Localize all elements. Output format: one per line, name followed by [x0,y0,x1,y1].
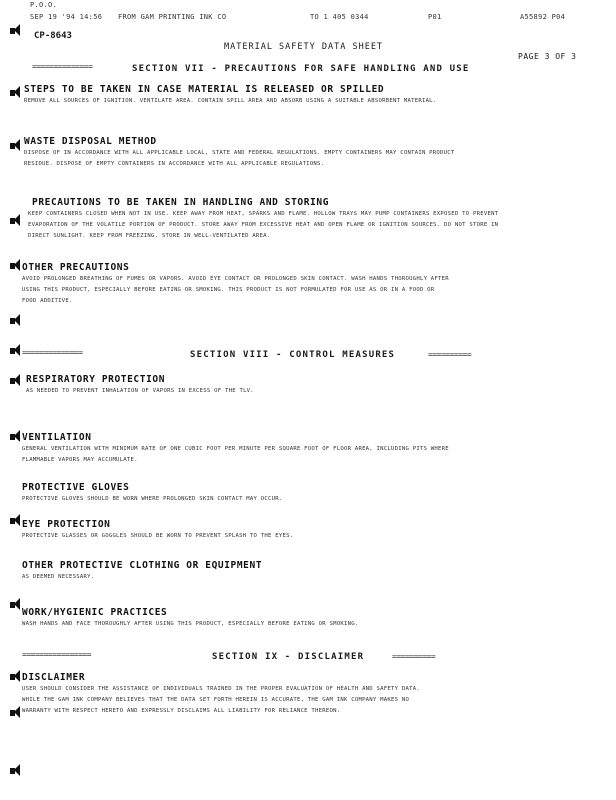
gloves-text: PROTECTIVE GLOVES SHOULD BE WORN WHERE PROLONGED SKIN CONTACT MAY OCCUR. [22,496,283,502]
fax-date: SEP 19 '94 14:56 [30,13,103,21]
handling-text-2: EVAPORATION OF THE VOLATILE PORTION OF PRODUCT. STORE AWAY FROM EXCESSIVE HEAT AND OPEN FLAME OR IGNITION SOURCES. DO NOT STORE IN [28,222,499,228]
other-precautions-text-2: USING THIS PRODUCT, ESPECIALLY BEFORE EATING OR SMOKING. THIS PRODUCT IS NOT FORMULATED FOR USE AS OR IN A FOOD OR [22,287,435,293]
eye-protection-text: PROTECTIVE GLASSES OR GOGGLES SHOULD BE WORN TO PREVENT SPLASH TO THE EYES. [22,533,294,539]
section-7-title: SECTION VII - PRECAUTIONS FOR SAFE HANDLING AND USE [132,64,470,74]
other-precautions-heading: OTHER PRECAUTIONS [22,262,130,273]
disclaimer-text-3: WARRANTY WITH RESPECT HERETO AND EXPRESSLY DISCLAIMS ALL LIABILITY FOR RELIANCE THEREON. [22,708,341,714]
page-number: PAGE 3 OF 3 [518,52,577,61]
fax-phone: TO 1 405 0344 [310,13,369,21]
other-protective-text: AS DEEMED NECESSARY. [22,574,95,580]
disclaimer-text-1: USER SHOULD CONSIDER THE ASSISTANCE OF INDIVIDUALS TRAINED IN THE PROPER EVALUATION OF HEALTH AND SAFETY DATA. [22,686,420,692]
section-9-title: SECTION IX - DISCLAIMER [212,652,365,662]
gloves-heading: PROTECTIVE GLOVES [22,482,130,493]
other-precautions-text-3: FOOD ADDITIVE. [22,298,73,304]
hygiene-text: WASH HANDS AND FACE THOROUGHLY AFTER USING THIS PRODUCT, ESPECIALLY BEFORE EATING OR SMOKING. [22,621,359,627]
other-precautions-text-1: AVOID PROLONGED BREATHING OF FUMES OR VAPORS. AVOID EYE CONTACT OR PROLONGED SKIN CONTACT. WASH HANDS THOROUGHLY AFTER [22,276,449,282]
fax-number: A55892 P04 [520,13,566,21]
section-rule: ================ [22,650,92,659]
section-rule: ========== [392,652,436,661]
eye-protection-heading: EYE PROTECTION [22,519,111,530]
handling-text-3: DIRECT SUNLIGHT. KEEP FROM FREEZING. STORE IN WELL-VENTILATED AREA. [28,233,271,239]
handling-text-1: KEEP CONTAINERS CLOSED WHEN NOT IN USE. KEEP AWAY FROM HEAT, SPARKS AND FLAME. HOLLOW TRAYS MAY PUMP CONTAINERS EXPOSED TO PREVENT [28,211,499,217]
disclaimer-heading: DISCLAIMER [22,672,86,683]
waste-text-2: RESIDUE. DISPOSE OF EMPTY CONTAINERS IN ACCORDANCE WITH ALL APPLICABLE REGULATIONS. [24,161,325,167]
fax-top-mark: P.O.O. [30,1,58,9]
ventilation-heading: VENTILATION [22,432,92,443]
section-8-title: SECTION VIII - CONTROL MEASURES [190,350,396,360]
handling-heading: PRECAUTIONS TO BE TAKEN IN HANDLING AND STORING [32,197,330,208]
respiratory-text: AS NEEDED TO PREVENT INHALATION OF VAPORS IN EXCESS OF THE TLV. [26,388,254,394]
respiratory-heading: RESPIRATORY PROTECTION [26,374,166,385]
section-rule: ========== [428,350,472,359]
document-title: MATERIAL SAFETY DATA SHEET [224,42,384,52]
hygiene-heading: WORK/HYGIENIC PRACTICES [22,607,168,618]
fax-page-code: P01 [428,13,442,21]
spill-text: REMOVE ALL SOURCES OF IGNITION. VENTILATE AREA. CONTAIN SPILL AREA AND ABSORB USING A SUITABLE ABSORBENT MATERIAL. [24,98,437,104]
other-protective-heading: OTHER PROTECTIVE CLOTHING OR EQUIPMENT [22,560,263,571]
section-rule: ============== [22,348,83,357]
ventilation-text-2: FLAMMABLE VAPORS MAY ACCUMULATE. [22,457,138,463]
section-rule: ============== [32,62,93,71]
document-id: CP-8643 [34,31,72,41]
ventilation-text-1: GENERAL VENTILATION WITH MINIMUM RATE OF ONE CUBIC FOOT PER MINUTE PER SQUARE FOOT OF FLOOR AREA, INCLUDING PITS WHERE [22,446,449,452]
waste-heading: WASTE DISPOSAL METHOD [24,136,157,147]
waste-text-1: DISPOSE OF IN ACCORDANCE WITH ALL APPLICABLE LOCAL, STATE AND FEDERAL REGULATIONS. EMPTY CONTAINERS MAY CONTAIN PRODUCT [24,150,455,156]
spill-heading: STEPS TO BE TAKEN IN CASE MATERIAL IS RELEASED OR SPILLED [24,84,385,95]
disclaimer-text-2: WHILE THE GAM INK COMPANY BELIEVES THAT THE DATA SET FORTH HEREIN IS ACCURATE, THE GAM INK COMPANY MAKES NO [22,697,410,703]
fax-sender: FROM GAM PRINTING INK CO [118,13,227,21]
